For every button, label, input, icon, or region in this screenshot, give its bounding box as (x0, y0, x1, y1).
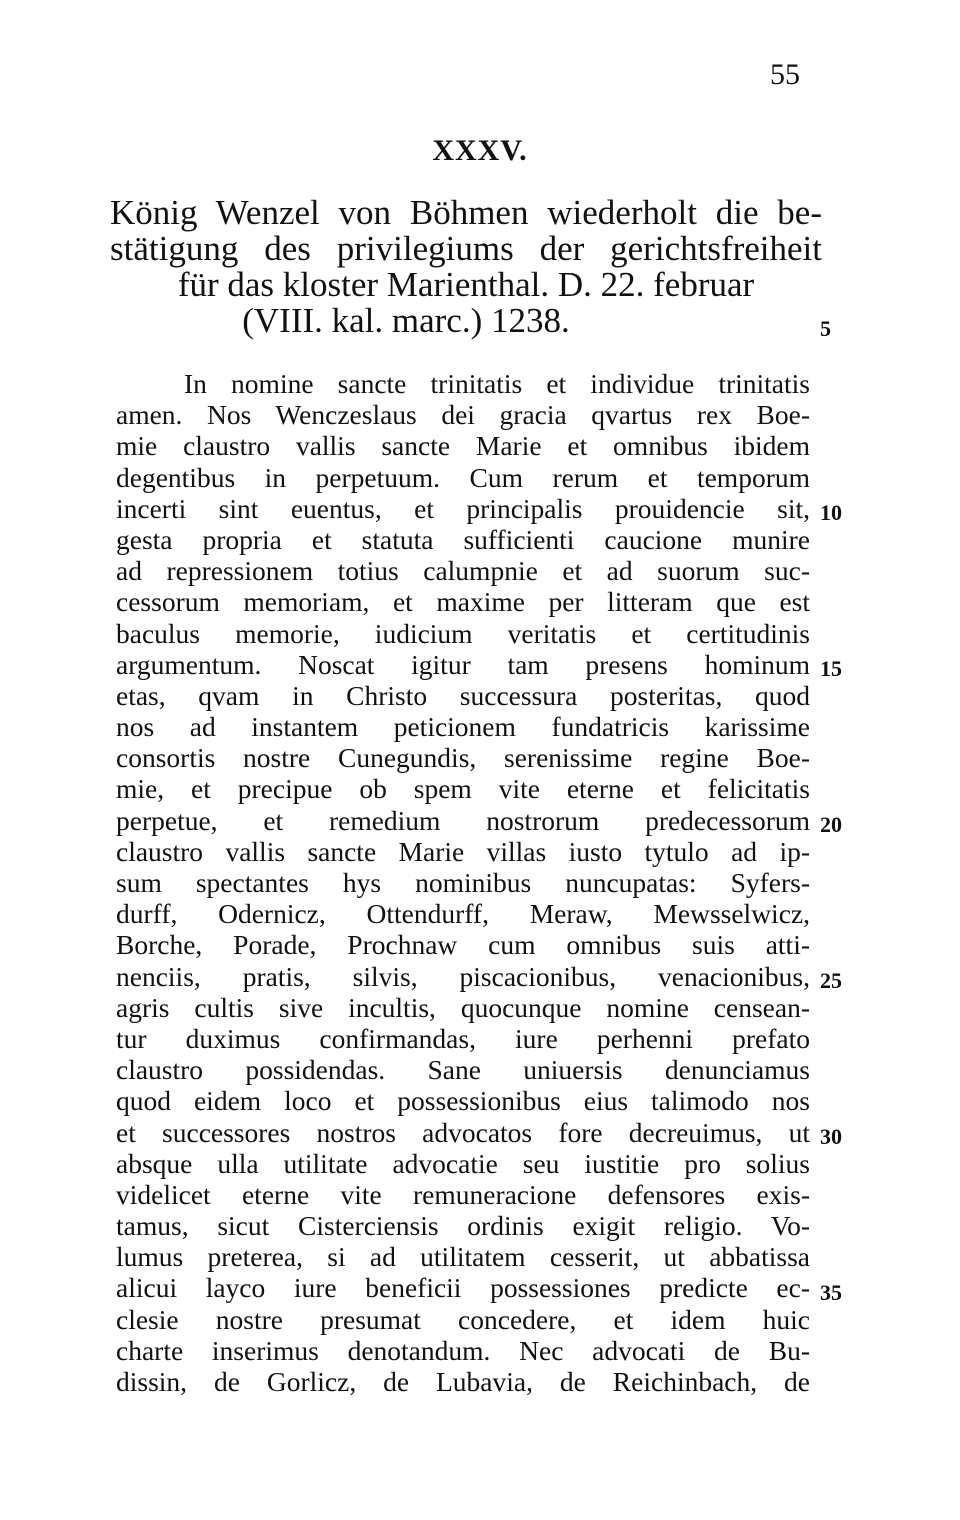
line-number-10: 10 (820, 500, 842, 525)
line-number-25: 25 (820, 968, 842, 993)
document-heading (110, 194, 822, 340)
line-number-30: 30 (820, 1124, 842, 1149)
text-line: videlicet eterne vite remuneracione defensores exis- (116, 1178, 810, 1210)
text-line: cessorum memoriam, et maxime per litteram que est (116, 586, 810, 618)
text-line: dissin, de Gorlicz, de Lubavia, de Reichinbach, de (116, 1366, 810, 1397)
line-number-5: 5 (820, 316, 831, 341)
text-line: In nomine sancte trinitatis et individue trinitatis (184, 368, 810, 399)
text-line: alicui layco iure beneficii possessiones predicte ec- (116, 1272, 810, 1304)
text-line: nenciis, pratis, silvis, piscacionibus, venacionibus, (116, 960, 810, 992)
charter-text (116, 368, 810, 1397)
text-line: baculus memorie, iudicium veritatis et certitudinis (116, 617, 810, 649)
text-line: et successores nostros advocatos fore decreuimus, ut (116, 1116, 810, 1148)
text-line: tamus, sicut Cisterciensis ordinis exigit religio. Vo- (116, 1210, 810, 1242)
text-line: mie claustro vallis sancte Marie et omnibus ibidem (116, 430, 810, 462)
text-line: durff, Odernicz, Ottendurff, Meraw, Mewsselwicz, (116, 898, 810, 930)
text-line: agris cultis sive incultis, quocunque nomine censean- (116, 991, 810, 1023)
document-number: XXXV. (432, 134, 528, 167)
line-number-35: 35 (820, 1280, 842, 1305)
text-line: perpetue, et remedium nostrorum predecessorum (116, 804, 810, 836)
text-line: Borche, Porade, Prochnaw cum omnibus suis atti- (116, 929, 810, 961)
page-number: 55 (770, 58, 800, 91)
text-line: etas, qvam in Christo successura posteritas, quod (116, 679, 810, 711)
heading-line: stätigung des privilegiums der gerichtsfreiheit (110, 229, 822, 268)
text-line: nos ad instantem peticionem fundatricis karissime (116, 711, 810, 743)
text-line: tur duximus confirmandas, iure perhenni prefato (116, 1022, 810, 1054)
text-line: degentibus in perpetuum. Cum rerum et temporum (116, 461, 810, 493)
text-line: amen. Nos Wenczeslaus dei gracia qvartus rex Boe- (116, 399, 810, 431)
line-number-20: 20 (820, 812, 842, 837)
text-line: claustro vallis sancte Marie villas iusto tytulo ad ip- (116, 835, 810, 867)
text-line: consortis nostre Cunegundis, serenissime regine Boe- (116, 742, 810, 774)
text-line: sum spectantes hys nominibus nuncupatas: Syfers- (116, 867, 810, 898)
text-line: charte inserimus denotandum. Nec advocati de Bu- (116, 1334, 810, 1366)
line-number-15: 15 (820, 656, 842, 681)
heading-line: König Wenzel von Böhmen wiederholt die be- (110, 193, 822, 232)
text-line: absque ulla utilitate advocatie seu iustitie pro solius (116, 1147, 810, 1179)
text-line: argumentum. Noscat igitur tam presens hominum (116, 648, 810, 680)
text-line: clesie nostre presumat concedere, et idem huic (116, 1303, 810, 1335)
text-line: lumus preterea, si ad utilitatem cesserit, ut abbatissa (116, 1241, 810, 1273)
text-line: ad repressionem totius calumpnie et ad suorum suc- (116, 555, 810, 587)
heading-line: (VIII. kal. marc.) 1238. (242, 301, 570, 340)
text-line: gesta propria et statuta sufficienti caucione munire (116, 523, 810, 555)
text-line: mie, et precipue ob spem vite eterne et felicitatis (116, 773, 810, 805)
text-line: claustro possidendas. Sane uniuersis denunciamus (116, 1054, 810, 1086)
text-line: incerti sint euentus, et principalis prouidencie sit, (116, 492, 810, 524)
text-line: quod eidem loco et possessionibus eius talimodo nos (116, 1085, 810, 1117)
heading-line: für das kloster Marienthal. D. 22. februar (177, 265, 755, 304)
